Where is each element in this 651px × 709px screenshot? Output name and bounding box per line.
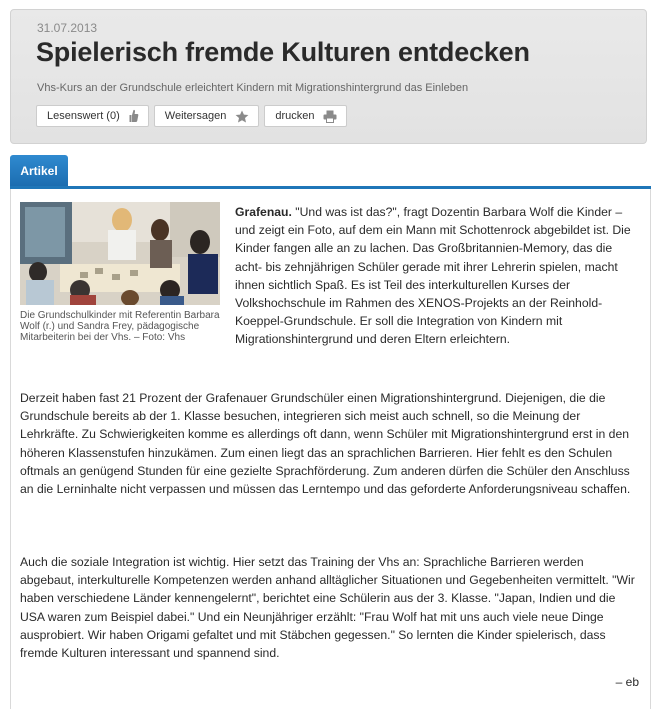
article-toolbar [36,105,347,127]
article-lead-text: "Und was ist das?", fragt Dozentin Barbara Wolf die Kinder – und zeigt ein Foto, auf dem ein Mann mit Schottenrock abgebildet ist. Die Kinder fangen alle an zu lachen. Das Großbritannien-Memory, das die acht- bis zehnjährigen Schüler gerade mit ihrer Lehrerin spielen, macht ihnen sichtlich Spaß. Es ist Teil des interkulturellen Kurses der Volkshochschule im Rahmen des XENOS-Projekts an der Reinhold-Koeppel-Grundschule. Er soll die Integration von Kindern mit Migrationshintergrund und deren Eltern erleichtern. [235,205,631,347]
read-worthy-label: Lesenswert (0) [47,110,120,122]
tab-article[interactable]: Artikel [10,155,68,186]
star-icon [235,110,249,123]
tab-bar [10,155,651,189]
image-caption: Die Grundschulkinder mit Referentin Barbara Wolf (r.) und Sandra Frey, pädagogische Mitarbeiterin bei der Vhs. – Foto: Vhs [20,310,220,343]
print-button[interactable] [264,105,347,127]
article-photo[interactable] [20,202,220,305]
printer-icon [323,110,337,123]
thumbs-up-icon [129,109,139,123]
share-label: Weitersagen [164,110,227,122]
article-location: Grafenau. [235,205,292,219]
share-button[interactable] [154,105,260,127]
article-paragraph-1: Derzeit haben fast 21 Prozent der Grafenauer Grundschüler einen Migrationshintergrund. Diejenigen, die die Grundschule bereits ab der 1. Klasse besuchen, integrieren sich meist auch schnell, so die Meinung der Lehrkräfte. Zu Schwierigkeiten komme es allerdings oft dann, wenn Schüler mit Migrationshintergrund erst in den höheren Klassenstufen hinzukämen. Zum einen liegt das an sprachlichen Barrieren. Hier fehlt es den Schulen oftmals an genügend Stunden für eine gezielte Sprachförderung. Zum anderen dürfen die Schüler den Anschluss an die Lerninhalte nicht verpassen und müssen das Lerntempo und das geforderte Anforderungsniveau schaffen. [20,391,631,497]
article-header [10,9,647,144]
article-author: – eb [615,675,639,689]
article-paragraph-2: Auch die soziale Integration ist wichtig. Hier setzt das Training der Vhs an: Sprachliche Barrieren werden abgebaut, interkulturelle Kompetenzen werden anhand alltäglicher Situationen und Gegebenheiten vermittelt. "Wir haben verschiedene Länder kennengelernt", berichtet eine Schülerin aus der 3. Klasse. "Japan, Indien und die USA waren zum Beispiel dabei." Und ein Neunjähriger erzählt: "Frau Wolf hat mit uns auch viele neue Dinge ausprobiert. Wir haben Origami gefaltet und mit Stäbchen gegessen." So lernten die Kinder spielerisch, dass fremde Kulturen interessant und spannend sind. [20,555,635,661]
article-date: 31.07.2013 [37,21,98,35]
article-image-block [20,202,220,343]
article-lead [235,203,635,349]
article-subtitle: Vhs-Kurs an der Grundschule erleichtert Kindern mit Migrationshintergrund das Einleben [37,82,469,94]
print-label: drucken [275,110,315,122]
article-title: Spielerisch fremde Kulturen entdecken [36,37,530,67]
read-worthy-button[interactable] [36,105,149,127]
